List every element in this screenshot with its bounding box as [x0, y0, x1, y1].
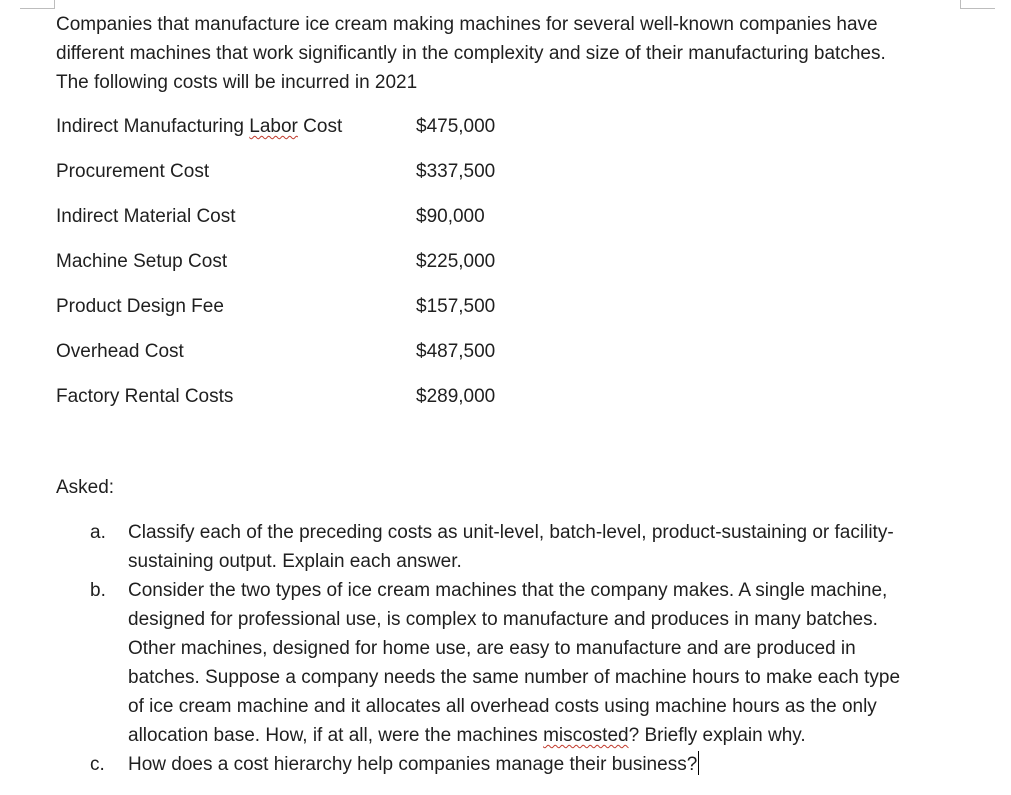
- text-cursor: [698, 751, 699, 775]
- cost-value: $487,500: [416, 341, 496, 362]
- cost-label: Indirect Material Cost: [56, 206, 236, 227]
- intro-line-1: Companies that manufacture ice cream making machines for several well-known companies have: [56, 14, 878, 35]
- question-line: designed for professional use, is complex to manufacture and produces in many batches.: [128, 609, 878, 630]
- list-marker: c.: [90, 754, 105, 775]
- cost-label-part: Cost: [297, 116, 343, 137]
- cost-value: $289,000: [416, 386, 496, 407]
- question-line: sustaining output. Explain each answer.: [128, 551, 462, 572]
- page-corner-marker-right: [960, 0, 995, 9]
- cost-row-overhead[interactable]: [56, 338, 516, 366]
- cost-row-indirect-manufacturing-labor[interactable]: [56, 113, 516, 141]
- question-text: [128, 518, 968, 576]
- cost-label: Overhead Cost: [56, 341, 184, 362]
- cost-label-part: Indirect Manufacturing: [56, 116, 250, 137]
- question-line-part: How does a cost hierarchy help companies manage their business?: [128, 754, 698, 775]
- question-line: Other machines, designed for home use, are easy to manufacture and are produced in: [128, 638, 856, 659]
- question-line: Consider the two types of ice cream machines that the company makes. A single machine,: [128, 580, 888, 601]
- cost-value: $90,000: [416, 206, 485, 227]
- question-text: [128, 576, 968, 750]
- cost-row-product-design[interactable]: [56, 293, 516, 321]
- intro-line-2: different machines that work significantly in the complexity and size of their manufacturing batches.: [56, 43, 886, 64]
- intro-line-3: The following costs will be incurred in 2021: [56, 72, 418, 93]
- cost-row-procurement[interactable]: [56, 158, 516, 186]
- page-corner-marker-left: [20, 0, 55, 9]
- cost-label: Factory Rental Costs: [56, 386, 234, 407]
- question-line: [128, 721, 968, 750]
- list-marker: a.: [90, 522, 106, 543]
- cost-value: $475,000: [416, 116, 496, 137]
- cost-row-factory-rental[interactable]: [56, 383, 516, 411]
- cost-label: Machine Setup Cost: [56, 251, 228, 272]
- question-line: of ice cream machine and it allocates all overhead costs using machine hours as the only: [128, 696, 877, 717]
- spellcheck-flagged-word[interactable]: miscosted: [543, 725, 629, 746]
- question-line-part: ? Briefly explain why.: [628, 725, 806, 746]
- spellcheck-flagged-word[interactable]: Labor: [249, 116, 298, 137]
- cost-row-machine-setup[interactable]: [56, 248, 516, 276]
- intro-paragraph[interactable]: [56, 10, 976, 97]
- cost-label: Product Design Fee: [56, 296, 224, 317]
- cost-value: $225,000: [416, 251, 496, 272]
- question-line: [128, 750, 968, 779]
- question-line: Classify each of the preceding costs as unit-level, batch-level, product-sustaining or facility-: [128, 522, 894, 543]
- cost-row-indirect-material[interactable]: [56, 203, 516, 231]
- cost-value: $157,500: [416, 296, 496, 317]
- asked-heading[interactable]: Asked:: [56, 477, 115, 498]
- cost-value: $337,500: [416, 161, 496, 182]
- question-line-part: allocation base. How, if at all, were the machines: [128, 725, 544, 746]
- cost-label: [56, 113, 342, 141]
- question-line: batches. Suppose a company needs the same number of machine hours to make each type: [128, 667, 901, 688]
- list-marker: b.: [90, 580, 106, 601]
- cost-label: Procurement Cost: [56, 161, 210, 182]
- question-text: [128, 750, 968, 779]
